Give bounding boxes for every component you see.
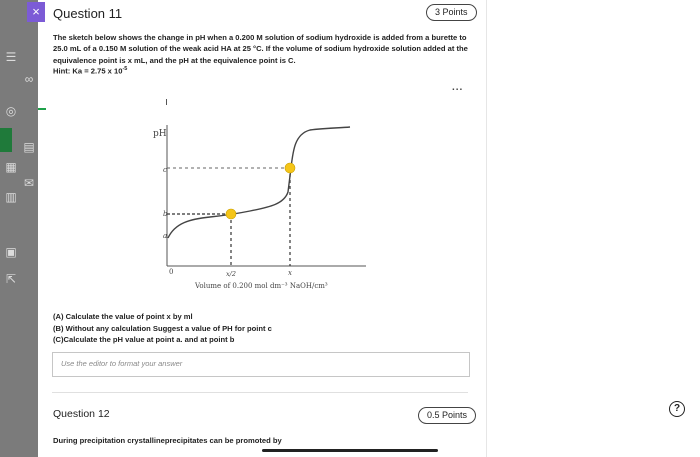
help-icon[interactable]: ? bbox=[669, 401, 685, 417]
question-12-text: During precipitation crystallineprecipitates can be promoted by bbox=[53, 436, 282, 445]
question-11-text: The sketch below shows the change in pH when a 0.200 M solution of sodium hydroxide is added from a burette to 25.0 mL of a 0.150 M solution of the weak acid HA at 25 °C. If the volume of sodium hydroxide solution added at the equivalence point is x mL, and the pH at the equivalence point is C. bbox=[53, 33, 468, 65]
calendar-icon[interactable]: ▦ bbox=[5, 160, 17, 174]
answer-editor[interactable] bbox=[52, 352, 470, 377]
equivalence-point-marker bbox=[285, 163, 295, 173]
x-half-label: x/2 bbox=[226, 270, 236, 278]
table-icon[interactable]: ▥ bbox=[5, 190, 17, 204]
half-equivalence-marker bbox=[226, 209, 236, 219]
x-equivalence-label: x bbox=[288, 269, 292, 277]
part-a: (A) Calculate the value of point x by ml bbox=[53, 312, 193, 321]
left-sidebar bbox=[0, 0, 38, 457]
question-12-title: Question 12 bbox=[53, 408, 110, 420]
question-separator bbox=[52, 392, 468, 393]
question-11-parts bbox=[53, 311, 272, 346]
hint-exponent: -5 bbox=[122, 66, 128, 72]
question-11-title: Question 11 bbox=[53, 6, 123, 21]
question-12-points-badge: 0.5 Points bbox=[418, 407, 476, 424]
part-b: (B) Without any calculation Suggest a value of PH for point c bbox=[53, 323, 272, 333]
home-indicator[interactable] bbox=[262, 449, 438, 452]
question-11-hint bbox=[53, 66, 127, 76]
more-options-icon[interactable]: ... bbox=[452, 82, 464, 93]
answer-editor-placeholder: Use the editor to format your answer bbox=[61, 359, 183, 368]
export-icon[interactable]: ⇱ bbox=[5, 272, 17, 286]
mail-icon[interactable]: ✉ bbox=[23, 176, 35, 190]
link-icon[interactable]: ∞ bbox=[24, 72, 34, 86]
question-11-points-badge: 3 Points bbox=[426, 4, 477, 21]
label-c: c bbox=[163, 166, 167, 174]
close-button[interactable]: × bbox=[27, 2, 45, 22]
accent-divider bbox=[38, 108, 46, 110]
list-icon[interactable]: ☰ bbox=[5, 50, 17, 64]
label-a: a bbox=[163, 232, 168, 240]
label-b: b bbox=[163, 210, 168, 218]
globe-icon[interactable]: ◎ bbox=[5, 104, 17, 118]
x-zero-label: 0 bbox=[169, 268, 174, 276]
gallery-icon[interactable]: ▣ bbox=[5, 245, 17, 259]
panel-divider bbox=[486, 0, 487, 457]
notebook-icon[interactable]: ▤ bbox=[23, 140, 35, 154]
titration-curve bbox=[168, 127, 350, 238]
axis-top-tick bbox=[166, 99, 167, 105]
x-axis-title: Volume of 0.200 mol dm⁻³ NaOH/cm³ bbox=[195, 282, 328, 290]
part-c: (C)Calculate the pH value at point a. and at point b bbox=[53, 335, 235, 344]
y-axis-label: pH bbox=[153, 129, 167, 139]
active-tab-marker bbox=[0, 128, 12, 152]
hint-text: Hint: Ka = 2.75 x 10 bbox=[53, 66, 123, 76]
titration-curve-figure bbox=[150, 120, 380, 292]
